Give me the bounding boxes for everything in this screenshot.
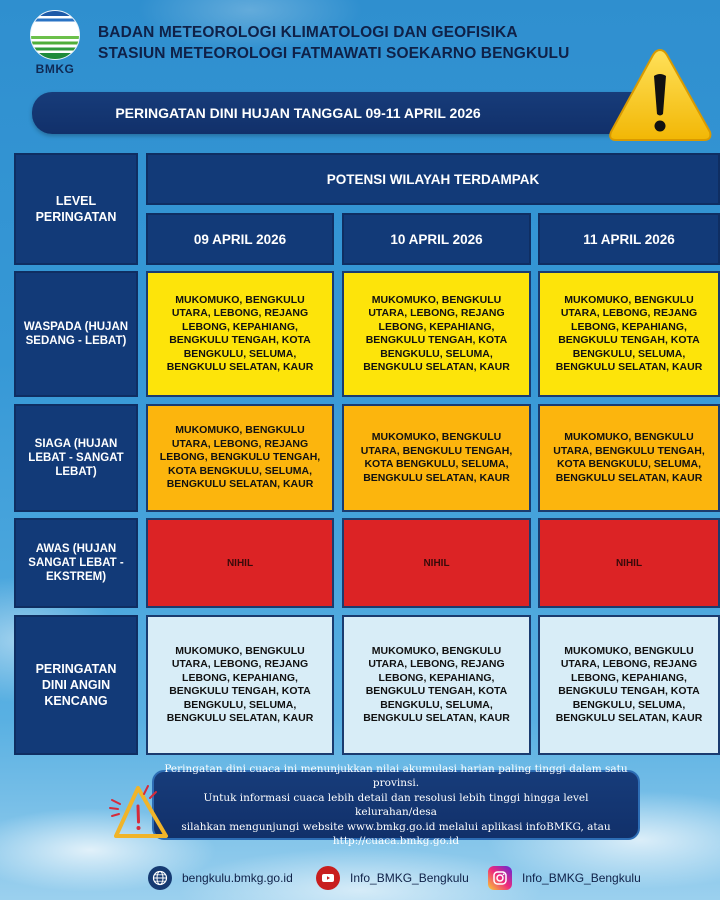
youtube-handle-text: Info_BMKG_Bengkulu [350,871,469,885]
table-cell-awas [342,518,531,608]
level-header-cell [14,153,138,265]
region-list: MUKOMUKO, BENGKULU UTARA, LEBONG, REJANG LEBONG, KEPAHIANG, BENGKULU TENGAH, KOTA BENGKULU, SELUMA, BENGKULU SELATAN, KAUR [166,293,314,373]
disclaimer-text: Peringatan dini cuaca ini menunjukkan nilai akumulasi harian paling tinggi dalam satu provinsi. Untuk informasi cuaca lebih detail dan resolusi lebih tinggi hingga level kelurahan/desa silahkan mengunjungi website www.bmkg.go.id melalui aplikasi infoBMKG, atau http://cuaca.bmkg.go.id [164,762,628,847]
level-label: SIAGA (HUJAN LEBAT - SANGAT LEBAT) [28,438,124,478]
level-cell-angin-kencang [14,615,138,755]
region-list: MUKOMUKO, BENGKULU UTARA, LEBONG, REJANG LEBONG, KEPAHIANG, BENGKULU TENGAH, KOTA BENGKULU, SELUMA, BENGKULU SELATAN, KAUR [166,644,314,724]
level-label: PERINGATAN DINI ANGIN KENCANG [35,662,117,708]
instagram-icon [488,866,512,890]
date-header-cell [342,213,531,265]
footer-website-link[interactable] [148,866,293,890]
region-list: MUKOMUKO, BENGKULU UTARA, LEBONG, REJANG LEBONG, KEPAHIANG, BENGKULU TENGAH, KOTA BENGKULU, SELUMA, BENGKULU SELATAN, KAUR [555,293,703,373]
date-header-cell [146,213,334,265]
nihil-label: NIHIL [615,557,643,569]
level-label: AWAS (HUJAN SANGAT LEBAT - EKSTREM) [28,543,124,583]
org-name-line2: STASIUN METEOROLOGI FATMAWATI SOEKARNO BENGKULU [98,45,570,62]
table-cell-siaga [538,404,720,512]
date-header: 10 APRIL 2026 [390,231,483,247]
region-list: MUKOMUKO, BENGKULU UTARA, BENGKULU TENGAH, KOTA BENGKULU, SELUMA, BENGKULU SELATAN, KAUR [553,431,705,484]
table-cell-awas [146,518,334,608]
table-cell-siaga [342,404,531,512]
instagram-handle-text: Info_BMKG_Bengkulu [522,871,641,885]
date-header-cell [538,213,720,265]
footer-instagram-link[interactable] [488,866,641,890]
footer-youtube-link[interactable] [316,866,469,890]
region-list: MUKOMUKO, BENGKULU UTARA, LEBONG, REJANG LEBONG, KEPAHIANG, BENGKULU TENGAH, KOTA BENGKULU, SELUMA, BENGKULU SELATAN, KAUR [363,644,510,724]
table-cell-angin-kencang [342,615,531,755]
level-cell-siaga [14,404,138,512]
website-text: bengkulu.bmkg.go.id [182,871,293,885]
bmkg-logo-emblem-icon [30,10,80,60]
table-cell-waspada [538,271,720,397]
warning-triangle-icon [606,46,714,144]
date-header: 11 APRIL 2026 [583,231,675,247]
table-cell-angin-kencang [146,615,334,755]
bmkg-logo-text: BMKG [35,62,75,76]
level-label: WASPADA (HUJAN SEDANG - LEBAT) [23,321,129,347]
region-list: MUKOMUKO, BENGKULU UTARA, LEBONG, REJANG LEBONG, BENGKULU TENGAH, KOTA BENGKULU, SELUMA, BENGKULU SELATAN, KAUR [159,424,321,491]
page-title: PERINGATAN DINI HUJAN TANGGAL 09-11 APRIL 2026 [115,105,481,121]
level-cell-waspada [14,271,138,397]
youtube-icon [316,866,340,890]
level-header: LEVEL PERINGATAN [35,194,117,224]
region-list: MUKOMUKO, BENGKULU UTARA, LEBONG, REJANG LEBONG, KEPAHIANG, BENGKULU TENGAH, KOTA BENGKULU, SELUMA, BENGKULU SELATAN, KAUR [555,644,703,724]
globe-icon [148,866,172,890]
table-cell-waspada [146,271,334,397]
org-name-line1: BADAN METEOROLOGI KLIMATOLOGI DAN GEOFISIKA [98,24,518,41]
warning-outline-icon [108,782,172,844]
disclaimer-note [152,762,640,847]
level-cell-awas [14,518,138,608]
table-cell-awas [538,518,720,608]
nihil-label: NIHIL [423,557,450,569]
region-list: MUKOMUKO, BENGKULU UTARA, LEBONG, REJANG LEBONG, KEPAHIANG, BENGKULU TENGAH, KOTA BENGKULU, SELUMA, BENGKULU SELATAN, KAUR [363,293,510,373]
table-cell-angin-kencang [538,615,720,755]
table-cell-waspada [342,271,531,397]
nihil-label: NIHIL [226,557,254,569]
bmkg-logo [26,8,84,80]
area-header-cell [146,153,720,205]
table-cell-siaga [146,404,334,512]
area-header: POTENSI WILAYAH TERDAMPAK [326,171,540,187]
region-list: MUKOMUKO, BENGKULU UTARA, BENGKULU TENGAH, KOTA BENGKULU, SELUMA, BENGKULU SELATAN, KAUR [360,431,513,484]
date-header: 09 APRIL 2026 [193,231,287,247]
title-banner [32,92,644,134]
